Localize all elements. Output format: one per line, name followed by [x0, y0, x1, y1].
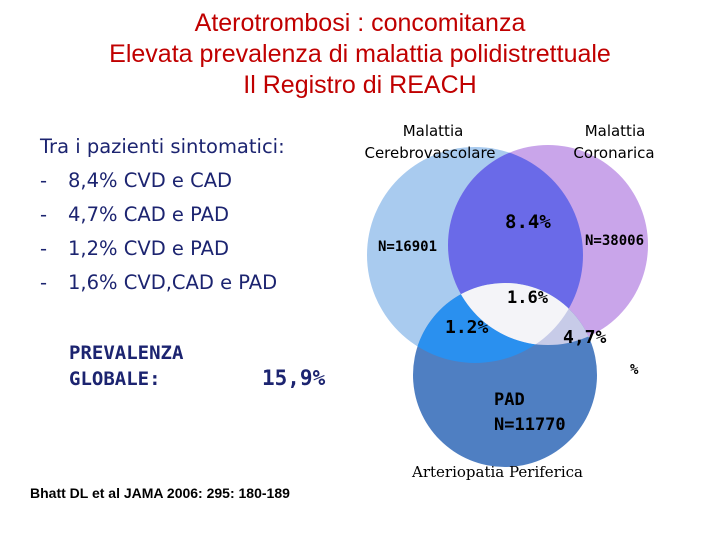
list-dash: - [40, 271, 48, 294]
coronary-label-2: Coronarica [573, 144, 655, 162]
pad-label-1: PAD [494, 390, 525, 410]
all-three-value: 1.6% [507, 288, 548, 308]
pad-label-2: N=11770 [494, 415, 566, 435]
list-dash: - [40, 169, 48, 192]
list-item-text: 1,6% CVD,CAD e PAD [68, 271, 278, 294]
list-item-text: 8,4% CVD e CAD [68, 169, 233, 192]
prevalence-label-line-2: GLOBALE: [69, 368, 161, 390]
title-line-3: Il Registro di REACH [243, 71, 477, 99]
coronary-label-1: Malattia [584, 122, 646, 140]
cad-pad-value: 4,7% [563, 327, 607, 348]
coronary-n: N=38006 [585, 233, 645, 249]
cerebro-label-2: Cerebrovascolare [364, 144, 496, 162]
list-dash: - [40, 237, 48, 260]
cerebro-label-1: Malattia [402, 122, 464, 140]
list-dash: - [40, 203, 48, 226]
list-intro: Tra i pazienti sintomatici: [40, 135, 285, 158]
cerebro-n: N=16901 [378, 239, 438, 255]
citation: Bhatt DL et al JAMA 2006: 295: 180-189 [30, 485, 290, 501]
cvd-pad-value: 1.2% [445, 317, 489, 338]
pad-caption: Arteriopatia Periferica [412, 463, 583, 481]
prevalence-value: 15,9% [262, 366, 326, 390]
list-item-text: 4,7% CAD e PAD [68, 203, 229, 226]
list-item-text: 1,2% CVD e PAD [68, 237, 229, 260]
cvd-cad-value: 8.4% [505, 211, 551, 233]
title-line-2: Elevata prevalenza di malattia polidistrettuale [109, 40, 611, 68]
clipped-fragment: % [630, 362, 639, 378]
prevalence-label-line-1: PREVALENZA [69, 342, 184, 364]
title-line-1: Aterotrombosi : concomitanza [194, 9, 526, 37]
